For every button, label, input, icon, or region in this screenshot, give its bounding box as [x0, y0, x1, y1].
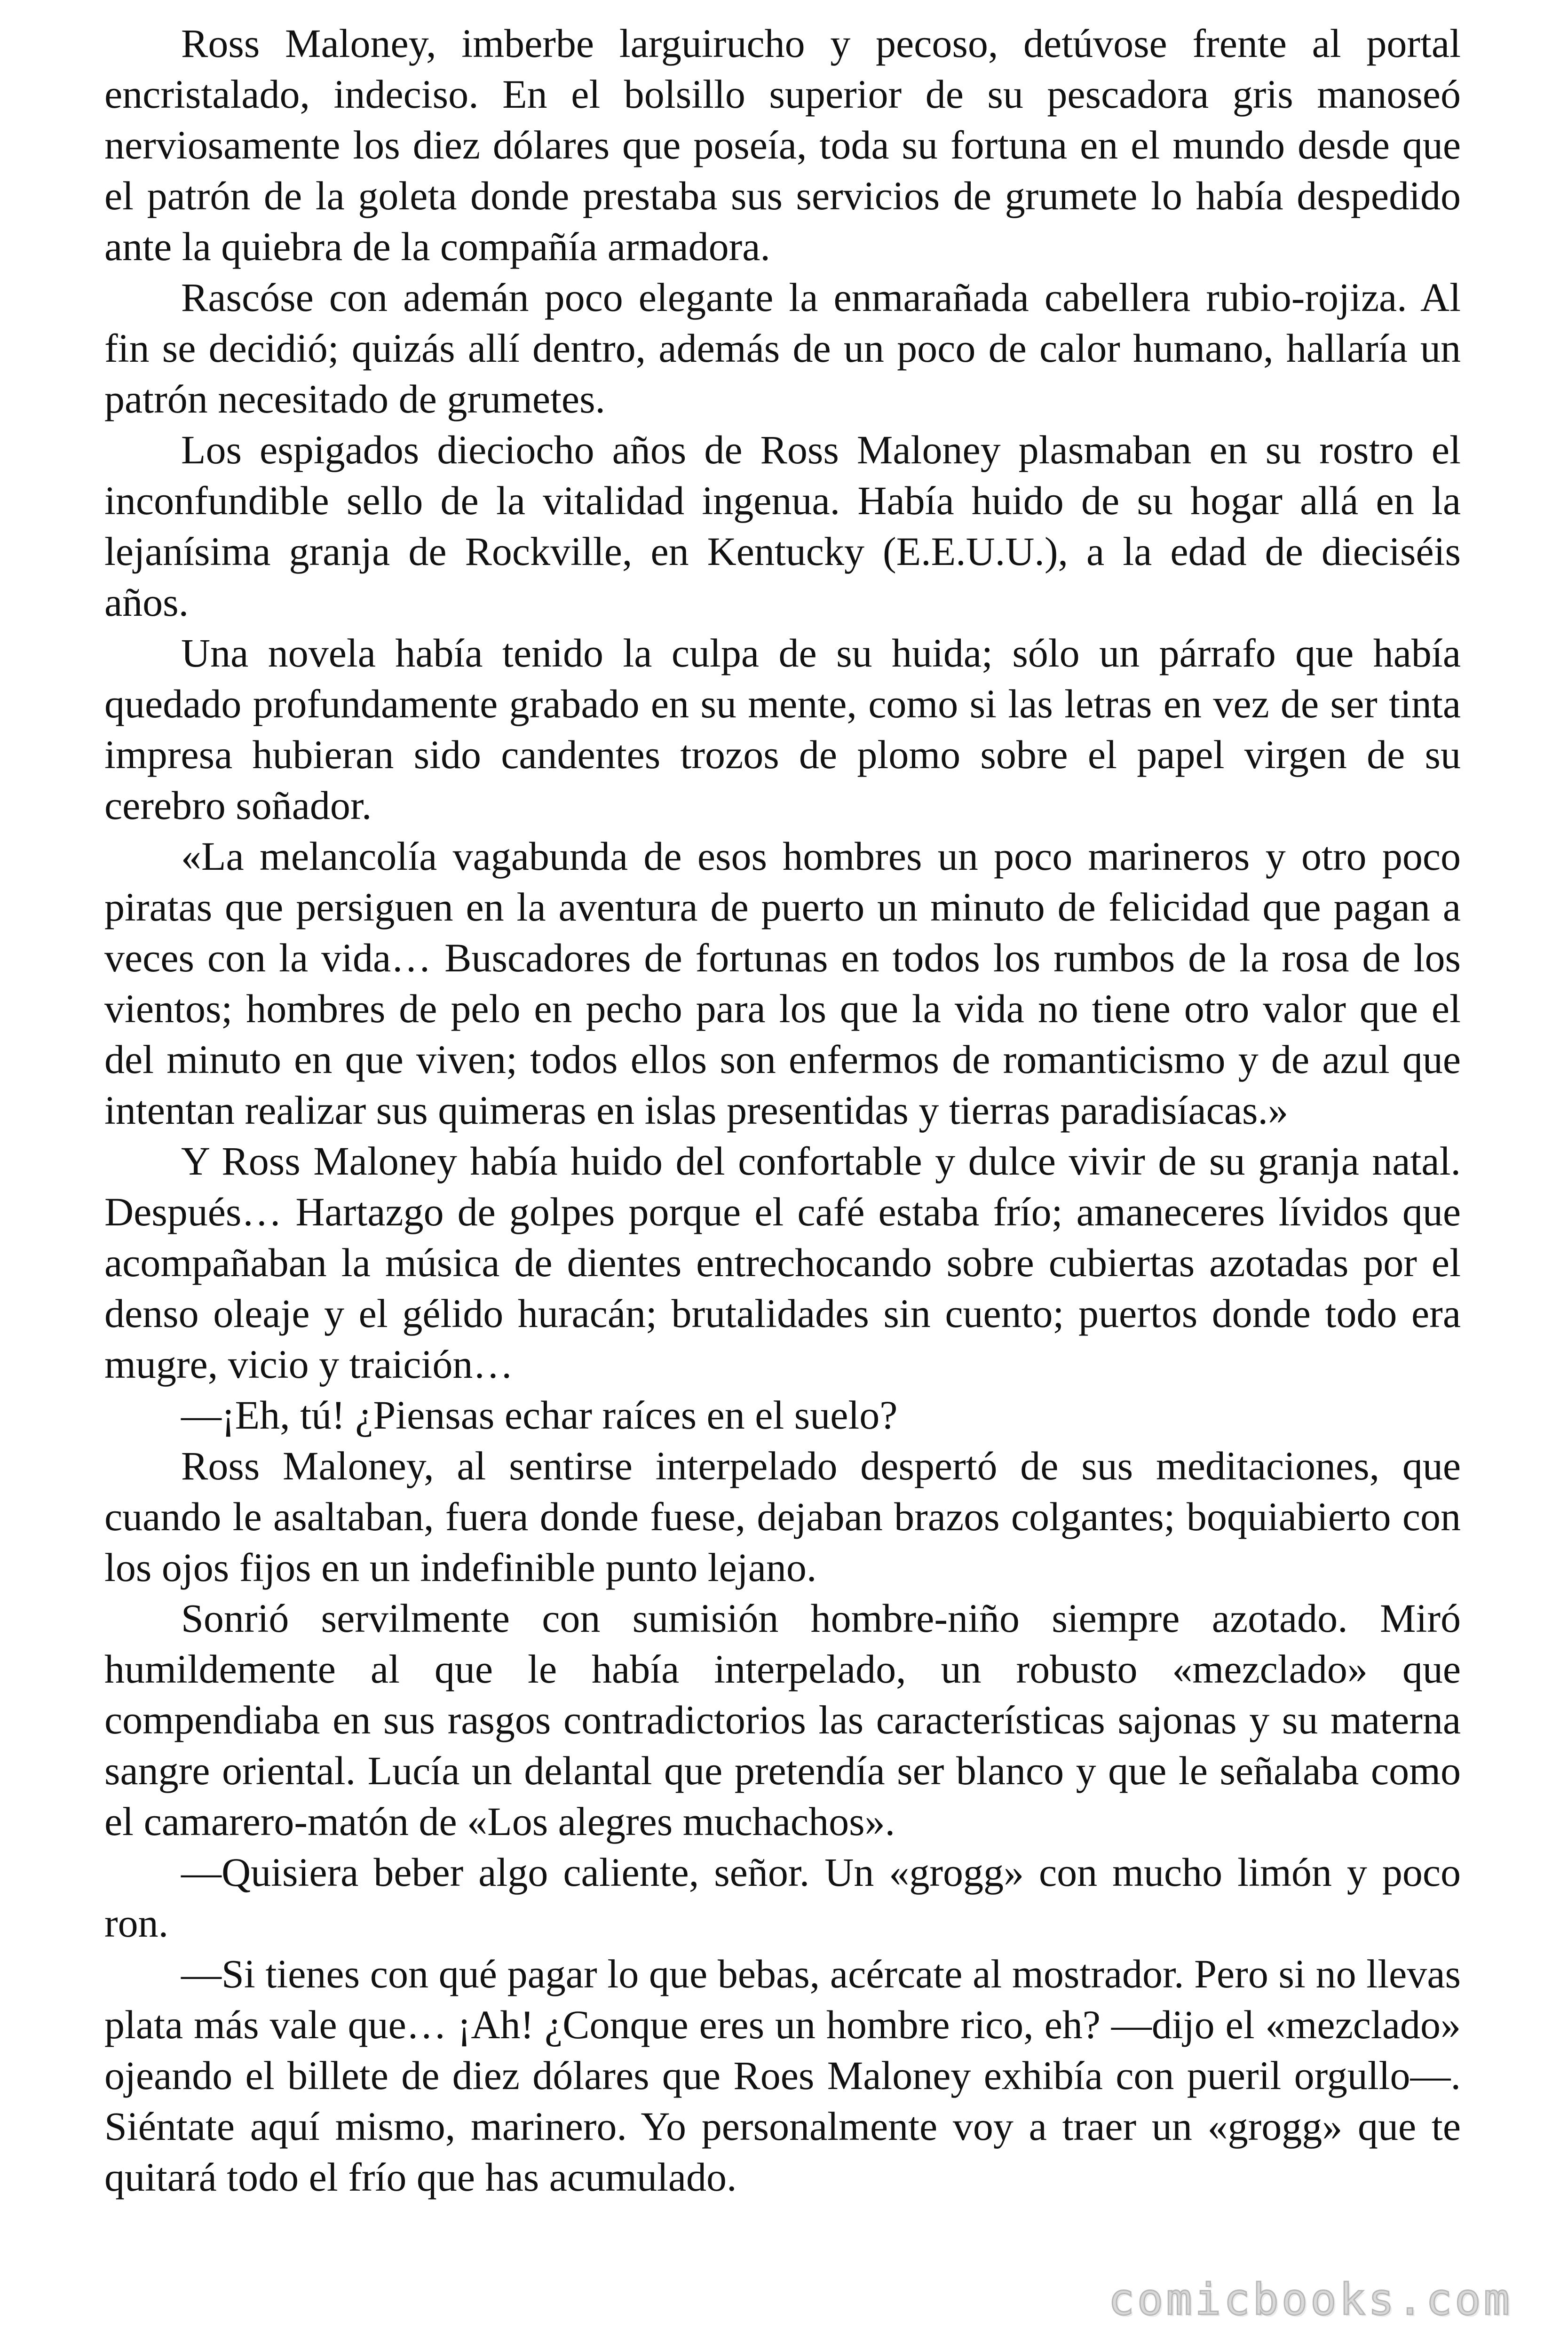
watermark: comicbooks.com	[1108, 2274, 1513, 2325]
paragraph: —Si tienes con qué pagar lo que bebas, acércate al mostrador. Pero si no llevas plata más vale que… ¡Ah! ¿Conque eres un hombre rico, eh? —dijo el «mezclado» ojeando el billete de diez dólares que Roes Maloney exhibía con pueril orgullo—. Siéntate aquí mismo, marinero. Yo personalmente voy a traer un «grogg» que te quitará todo el frío que has acumulado.	[104, 1951, 1461, 2200]
paragraph: Ross Maloney, imberbe larguirucho y pecoso, detúvose frente al portal encristalado, indeciso. En el bolsillo superior de su pescadora gris manoseó nerviosamente los diez dólares que poseía, toda su fortuna en el mundo desde que el patrón de la goleta donde prestaba sus servicios de grumete lo había despedido ante la quiebra de la compañía armadora.	[104, 21, 1461, 269]
page-body	[104, 18, 1461, 2202]
paragraph: Los espigados dieciocho años de Ross Maloney plasmaban en su rostro el inconfundible sello de la vitalidad ingenua. Había huido de su hogar allá en la lejanísima granja de Rockville, en Kentucky (E.E.U.U.), a la edad de dieciséis años.	[104, 427, 1461, 625]
paragraph: Sonrió servilmente con sumisión hombre-niño siempre azotado. Miró humildemente al que le había interpelado, un robusto «mezclado» que compendiaba en sus rasgos contradictorios las características sajonas y su materna sangre oriental. Lucía un delantal que pretendía ser blanco y que le señalaba como el camarero-matón de «Los alegres muchachos».	[104, 1596, 1461, 1844]
paragraph: —Quisiera beber algo caliente, señor. Un «grogg» con mucho limón y poco ron.	[104, 1850, 1461, 1946]
paragraph: —¡Eh, tú! ¿Piensas echar raíces en el suelo?	[181, 1392, 898, 1438]
paragraph: «La melancolía vagabunda de esos hombres un poco marineros y otro poco piratas que persiguen en la aventura de puerto un minuto de felicidad que pagan a veces con la vida… Buscadores de fortunas en todos los rumbos de la rosa de los vientos; hombres de pelo en pecho para los que la vida no tiene otro valor que el del minuto en que viven; todos ellos son enfermos de romanticismo y de azul que intentan realizar sus quimeras en islas presentidas y tierras paradisíacas.»	[104, 834, 1461, 1133]
paragraph: Una novela había tenido la culpa de su huida; sólo un párrafo que había quedado profundamente grabado en su mente, como si las letras en vez de ser tinta impresa hubieran sido candentes trozos de plomo sobre el papel virgen de su cerebro soñador.	[104, 630, 1461, 828]
paragraph: Ross Maloney, al sentirse interpelado despertó de sus meditaciones, que cuando le asaltaban, fuera donde fuese, dejaban brazos colgantes; boquiabierto con los ojos fijos en un indefinible punto lejano.	[104, 1443, 1461, 1590]
paragraph: Y Ross Maloney había huido del confortable y dulce vivir de su granja natal. Después… Hartazgo de golpes porque el café estaba frío; amaneceres lívidos que acompañaban la música de dientes entrechocando sobre cubiertas azotadas por el denso oleaje y el gélido huracán; brutalidades sin cuento; puertos donde todo era mugre, vicio y traición…	[104, 1138, 1461, 1387]
paragraph: Rascóse con ademán poco elegante la enmarañada cabellera rubio-rojiza. Al fin se decidió; quizás allí dentro, además de un poco de calor humano, hallaría un patrón necesitado de grumetes.	[104, 275, 1461, 421]
